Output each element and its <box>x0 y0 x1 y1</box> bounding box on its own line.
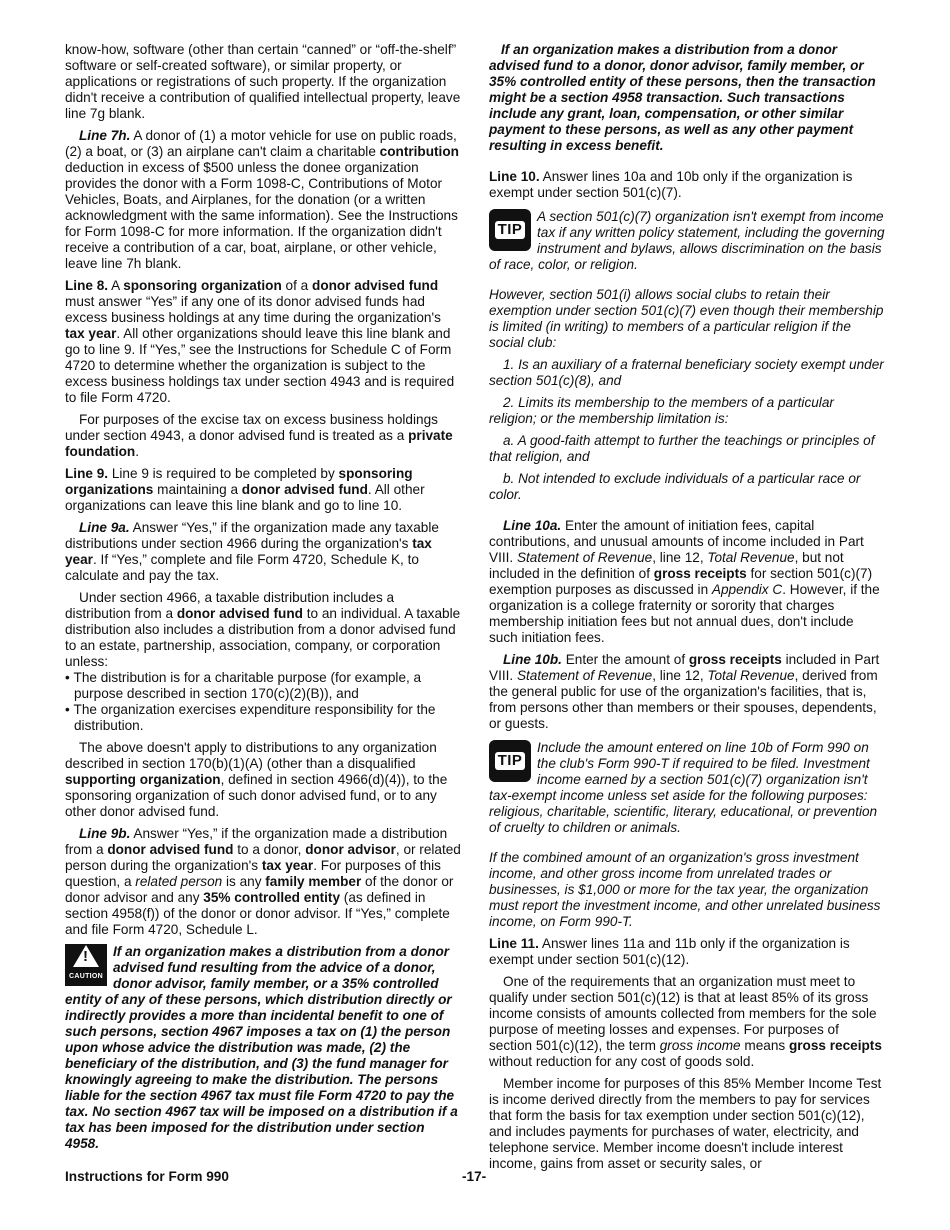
list-item: 2. Limits its membership to the members of a particular religion; or the membership limitation is: <box>489 395 834 426</box>
bold-term: gross receipts <box>653 566 747 581</box>
right-column <box>489 42 885 1178</box>
text: . If “Yes,” complete and file Form 4720, Schedule K, to calculate and pay the tax. <box>65 552 419 583</box>
line-label: Line 11. <box>489 936 539 951</box>
text: means <box>740 1038 789 1053</box>
text: without reduction for any cost of goods sold. <box>489 1054 755 1069</box>
paragraph <box>65 590 462 670</box>
bold-term: donor advised fund <box>241 482 368 497</box>
paragraph: If the combined amount of an organization's gross investment income, and other gross income from unrelated trades or businesses, is $1,000 or more for the tax year, the organization must report the investment income, and other unrelated business income, on Form 990-T. <box>489 850 881 929</box>
bold-term: supporting organization <box>65 772 221 787</box>
text: of the donor or donor advisor and any <box>65 874 454 905</box>
text: Answer lines 11a and 11b only if the organization is exempt under section 501(c)(12). <box>489 936 850 967</box>
text: Answer “Yes,” if the organization made a distribution from a <box>65 826 448 857</box>
paragraph-line-9a <box>65 520 462 584</box>
list-item: 1. Is an auxiliary of a fraternal beneficiary society exempt under section 501(c)(8), and <box>489 357 884 388</box>
text: is any <box>222 874 266 889</box>
bullet-item: • The distribution is for a charitable purpose (for example, a purpose described in section 170(c)(2)(B)), and <box>65 670 462 702</box>
line-label: Line 10. <box>489 169 540 184</box>
italic-term: Appendix C <box>711 582 783 597</box>
text: Line 9 is required to be completed by <box>108 466 339 481</box>
tip-icon <box>489 740 531 782</box>
left-column <box>65 42 462 1158</box>
italic-term: Total Revenue <box>707 668 795 683</box>
italic-term: gross income <box>659 1038 741 1053</box>
bold-term: family member <box>265 874 362 889</box>
text: Under section 4966, a taxable distribution includes a distribution from a <box>65 590 395 621</box>
caution-label: CAUTION <box>69 973 103 980</box>
bold-term: sponsoring organization <box>123 278 282 293</box>
paragraph-line-9b <box>65 826 462 938</box>
bold-term: tax year <box>261 858 314 873</box>
paragraph-line-10b <box>489 652 885 732</box>
text: , defined in section 4966(d)(4)), to the sponsoring organization of such donor advised fund, or to any other donor advised fund. <box>65 772 448 819</box>
bold-term: private foundation <box>65 428 453 459</box>
paragraph-line-11 <box>489 936 885 968</box>
bold-term: donor advised fund <box>312 278 439 293</box>
text: deduction in excess of $500 unless the donee organization provides the donor with a Form 1098-C, Contributions of Motor Vehicles, Boats, and Airplanes, for the donation (or a written acknowledgment with the same information). See the Instructions for Form 1098-C for more information. If the organization didn't receive a contribution of a car, boat, airplane, or other vehicle, leave line 7h blank. <box>65 160 458 271</box>
tip-label: TIP <box>495 221 526 239</box>
caution-text: If an organization makes a distribution from a donor advised fund resulting from the advice of a donor, donor advisor, family member, or a 35% controlled entity of any of these persons, which distribution directly or indirectly provides a more than incidental benefit to one of such persons, section 4967 imposes a tax on (1) the person upon whose advice the distribution was made, (2) the beneficiary of the distribution, and (3) the fund manager for knowingly agreeing to make the distribution. The persons liable for the section 4967 tax must file Form 4720 to pay the tax. No section 4967 tax will be imposed on a distribution if a tax has been imposed for the distribution under section 4958. <box>65 944 458 1151</box>
line-label: Line 8. <box>65 278 109 293</box>
text: maintaining a <box>153 482 242 497</box>
text: One of the requirements that an organization must meet to qualify under section 501(c)(12) is that at least 85% of its gross income consists of amounts collected from members for the sole purpose of meeting losses and expenses. For purposes of section 501(c)(12), the term <box>489 974 877 1053</box>
text: , but not included in the definition of <box>489 550 844 581</box>
bold-term: donor advisor <box>305 842 396 857</box>
text: , or related person during the organization's <box>65 842 461 873</box>
paragraph-line-10 <box>489 169 885 201</box>
bold-term: sponsoring organizations <box>65 466 413 497</box>
bullet-item: • The organization exercises expenditure responsibility for the distribution. <box>65 702 462 734</box>
text: . All other organizations should leave this line blank and go to line 9. If “Yes,” see the Instructions for Schedule C of Form 4720 to determine whether the organization is subject to the excess business holdings tax under section 4943 and is required to file Form 4720. <box>65 326 455 405</box>
text: to a donor, <box>233 842 306 857</box>
text: . All other organizations can leave this line blank and go to line 10. <box>65 482 425 513</box>
line-label: Line 7h. <box>79 128 131 143</box>
text: . However, if the organization is a college fraternity or sorority that charges membership initiation fees but not annual dues, don't include such initiation fees. <box>489 582 880 645</box>
line-label: Line 10a. <box>503 518 562 533</box>
paragraph <box>489 974 885 1070</box>
italic-term: Total Revenue <box>707 550 795 565</box>
list-item: a. A good-faith attempt to further the teachings or principles of that religion, and <box>489 433 875 464</box>
line-label: Line 9b. <box>79 826 131 841</box>
bold-term: gross receipts <box>688 652 782 667</box>
paragraph-line-9 <box>65 466 462 514</box>
text: (as defined in section 4958(f)) of the donor or donor advisor. If “Yes,” complete and file Form 4720, Schedule L. <box>65 890 450 937</box>
warning-triangle-icon <box>73 945 99 967</box>
italic-term: related person <box>135 874 223 889</box>
text: Answer lines 10a and 10b only if the organization is exempt under section 501(c)(7). <box>489 169 853 200</box>
bold-term: gross receipts <box>788 1038 882 1053</box>
tip-note <box>489 209 885 273</box>
caution-note <box>65 944 462 1152</box>
bold-term: contribution <box>379 144 459 159</box>
text: included in Part VIII. <box>489 652 880 683</box>
text: to an individual. A taxable distribution also includes a distribution from a donor advised fund to an estate, partnership, association, company, or corporation unless: <box>65 606 461 669</box>
list-item: b. Not intended to exclude individuals of a particular race or color. <box>489 471 861 502</box>
text: . For purposes of this question, a <box>65 858 441 889</box>
text: of a <box>281 278 313 293</box>
paragraph <box>65 740 462 820</box>
tip-note <box>489 740 885 836</box>
text: A <box>108 278 124 293</box>
italic-term: Statement of Revenue <box>516 550 653 565</box>
paragraph-line-8 <box>65 278 462 406</box>
tip-icon <box>489 209 531 251</box>
tip-label: TIP <box>495 752 526 770</box>
paragraph: However, section 501(i) allows social clubs to retain their exemption under section 501(c)(7) even though their membership is limited (in writing) to members of a particular religion if the social club: <box>489 287 884 350</box>
bold-term: 35% controlled entity <box>203 890 341 905</box>
line-label: Line 9. <box>65 466 109 481</box>
paragraph: Member income for purposes of this 85% Member Income Test is income derived directly from the members to pay for services that form the basis for tax exemption under section 501(c)(12), and includes payments for purchases of water, electricity, and telephone service. Member income doesn't include interest income, gains from asset or security sales, or <box>489 1076 882 1171</box>
bold-term: tax year <box>65 536 432 567</box>
text: Enter the amount of initiation fees, capital contributions, and unusual amounts of income included in Part VIII. <box>489 518 864 565</box>
paragraph-line-10a <box>489 518 885 646</box>
text: The above doesn't apply to distributions to any organization described in section 170(b)(1)(A) (other than a disqualified <box>65 740 437 771</box>
italic-term: Statement of Revenue <box>516 668 653 683</box>
bold-term: donor advised fund <box>176 606 303 621</box>
text: For purposes of the excise tax on excess business holdings under section 4943, a donor advised fund is treated as a <box>65 412 438 443</box>
paragraph-line-7h <box>65 128 462 272</box>
tip-text: A section 501(c)(7) organization isn't exempt from income tax if any written policy statement, including the governing instrument and bylaws, allows discrimination on the basis of race, color, or religion. <box>489 209 885 272</box>
tip-text: Include the amount entered on line 10b of Form 990 on the club's Form 990-T if required to be filed. Investment income earned by a section 501(c)(7) organization isn't tax-exempt income unless set aside for the following purposes: religious, charitable, scientific, literary, educational, or prevention of cruelty to children or animals. <box>489 740 878 835</box>
paragraph: know-how, software (other than certain “canned” or “off-the-shelf” software or self-created software), or similar property, or applications or registrations of such property. If the organization didn't receive a contribution of qualified intellectual property, leave line 7g blank. <box>65 42 461 121</box>
paragraph <box>65 412 462 460</box>
page-number: -17- <box>462 1169 487 1184</box>
text: . <box>135 444 139 459</box>
text: , derived from the general public for use of the organization's facilities, that is, from persons other than members or their spouses, dependents, or guests. <box>489 668 878 731</box>
text: must answer “Yes” if any one of its donor advised funds had excess business holdings at any time during the organization's <box>65 294 441 325</box>
caution-icon <box>65 944 107 986</box>
bold-term: tax year <box>65 326 117 341</box>
text: Answer “Yes,” if the organization made any taxable distributions under section 4966 during the organization's <box>65 520 439 551</box>
footer-title: Instructions for Form 990 <box>65 1169 229 1184</box>
bold-term: donor advised fund <box>107 842 234 857</box>
line-label: Line 9a. <box>79 520 130 535</box>
note-4958: If an organization makes a distribution from a donor advised fund to a donor, donor advisor, family member, or 35% controlled entity of these persons, then the transaction might be a section 4958 transaction. Such transactions include any grant, loan, compensation, or other similar payment to these persons, as well as any other payment resulting in excess benefit. <box>489 42 876 153</box>
text: Enter the amount of <box>561 652 689 667</box>
text: A donor of (1) a motor vehicle for use on public roads, (2) a boat, or (3) an airplane can't claim a charitable <box>65 128 457 159</box>
text: , line 12, <box>652 550 708 565</box>
line-label: Line 10b. <box>503 652 562 667</box>
text: , line 12, <box>652 668 708 683</box>
text: for section 501(c)(7) exemption purposes as discussed in <box>489 566 873 597</box>
